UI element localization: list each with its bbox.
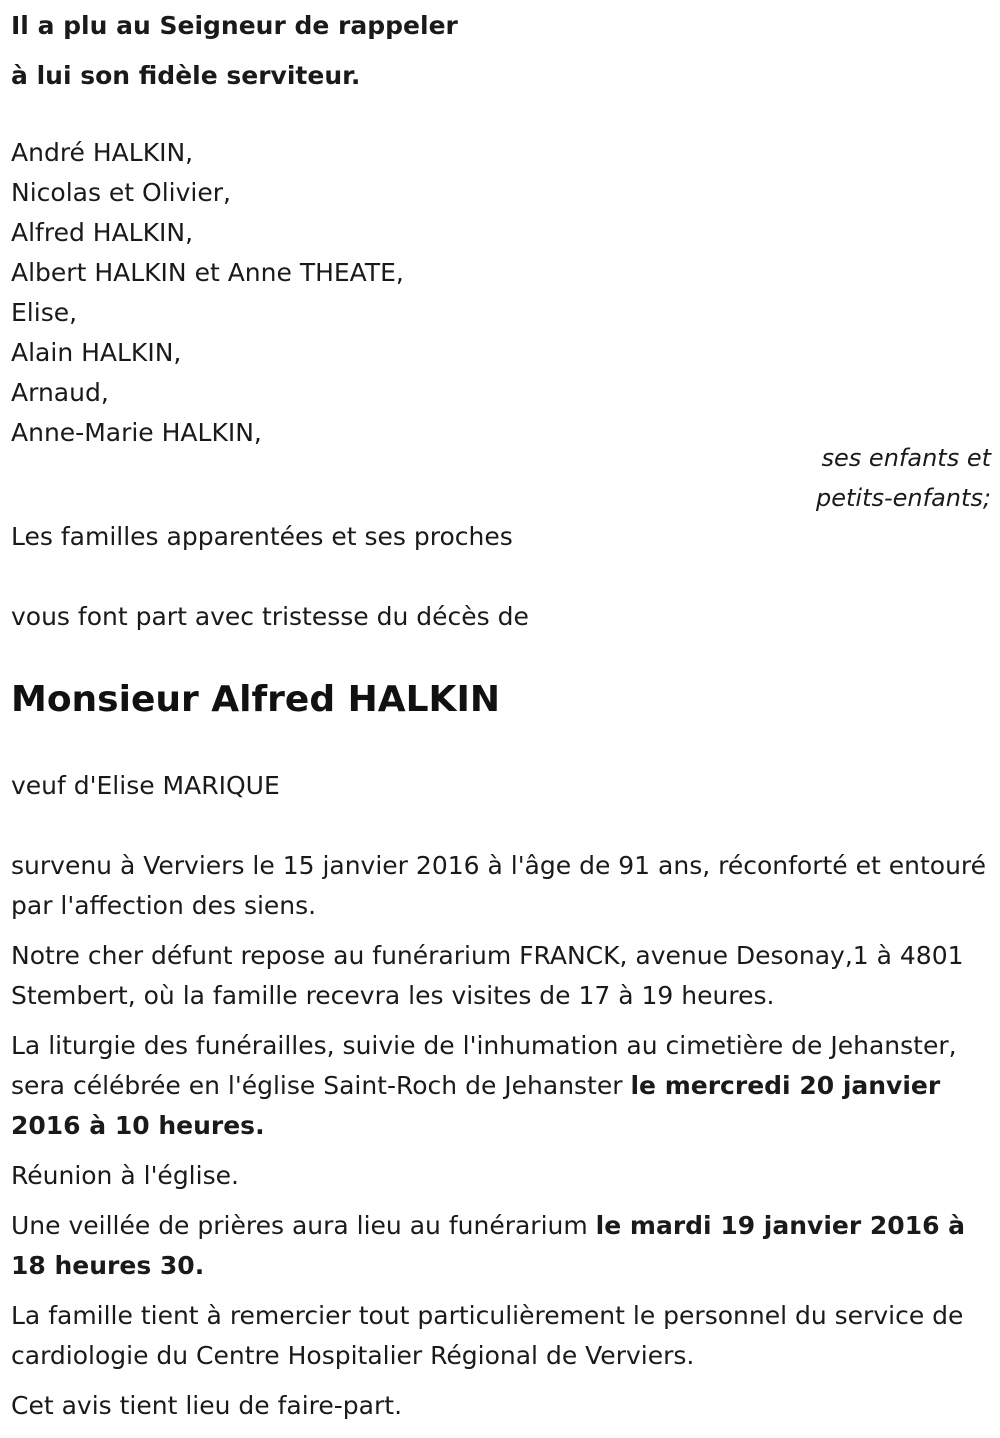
family-member: Nicolas et Olivier,	[11, 178, 231, 207]
widow-of-line: veuf d'Elise MARIQUE	[11, 771, 280, 800]
family-member: Elise,	[11, 298, 78, 327]
intro-heading	[11, 1, 991, 101]
liturgy-date: le mercredi 20 janvier 2016 à 10 heures.	[11, 1071, 941, 1140]
family-member: Albert HALKIN et Anne THEATE,	[11, 258, 404, 287]
rest-paragraph: Notre cher défunt repose au funérarium FRANCK, avenue Desonay,1 à 4801 Stembert, où la famille recevra les visites de 17 à 19 heures.	[11, 941, 964, 1010]
role-note-line-2: petits-enfants;	[816, 484, 991, 512]
intro-line-1: Il a plu au Seigneur de rappeler	[11, 11, 458, 40]
notice-paragraph: Cet avis tient lieu de faire-part.	[11, 1391, 403, 1420]
family-list	[11, 133, 991, 453]
funeral-details	[11, 846, 991, 1436]
family-role-note	[816, 438, 991, 518]
obituary-notice	[11, 0, 991, 1420]
family-member: André HALKIN,	[11, 138, 194, 167]
meeting-paragraph: Réunion à l'église.	[11, 1161, 239, 1190]
liturgy-text: La liturgie des funérailles, suivie de l'inhumation au cimetière de Jehanster, sera célébrée en l'église Saint-Roch de Jehanster	[11, 1031, 957, 1100]
family-member: Alfred HALKIN,	[11, 218, 194, 247]
vigil-text: Une veillée de prières aura lieu au funérarium	[11, 1211, 596, 1240]
death-paragraph: survenu à Verviers le 15 janvier 2016 à l'âge de 91 ans, réconforté et entouré par l'affection des siens.	[11, 851, 987, 920]
deceased-name: Monsieur Alfred HALKIN	[11, 679, 500, 720]
family-member: Arnaud,	[11, 378, 109, 407]
vigil-paragraph	[11, 1206, 991, 1286]
vigil-date: le mardi 19 janvier 2016 à 18 heures 30.	[11, 1211, 966, 1280]
intro-line-2: à lui son fidèle serviteur.	[11, 61, 361, 90]
role-note-line-1: ses enfants et	[821, 444, 991, 472]
thanks-paragraph: La famille tient à remercier tout particulièrement le personnel du service de cardiologie du Centre Hospitalier Régional de Verviers.	[11, 1301, 964, 1370]
relatives-line: Les familles apparentées et ses proches	[11, 522, 513, 551]
liturgy-paragraph	[11, 1026, 991, 1146]
announcement-line: vous font part avec tristesse du décès de	[11, 602, 529, 631]
family-member: Alain HALKIN,	[11, 338, 182, 367]
family-member: Anne-Marie HALKIN,	[11, 418, 262, 447]
